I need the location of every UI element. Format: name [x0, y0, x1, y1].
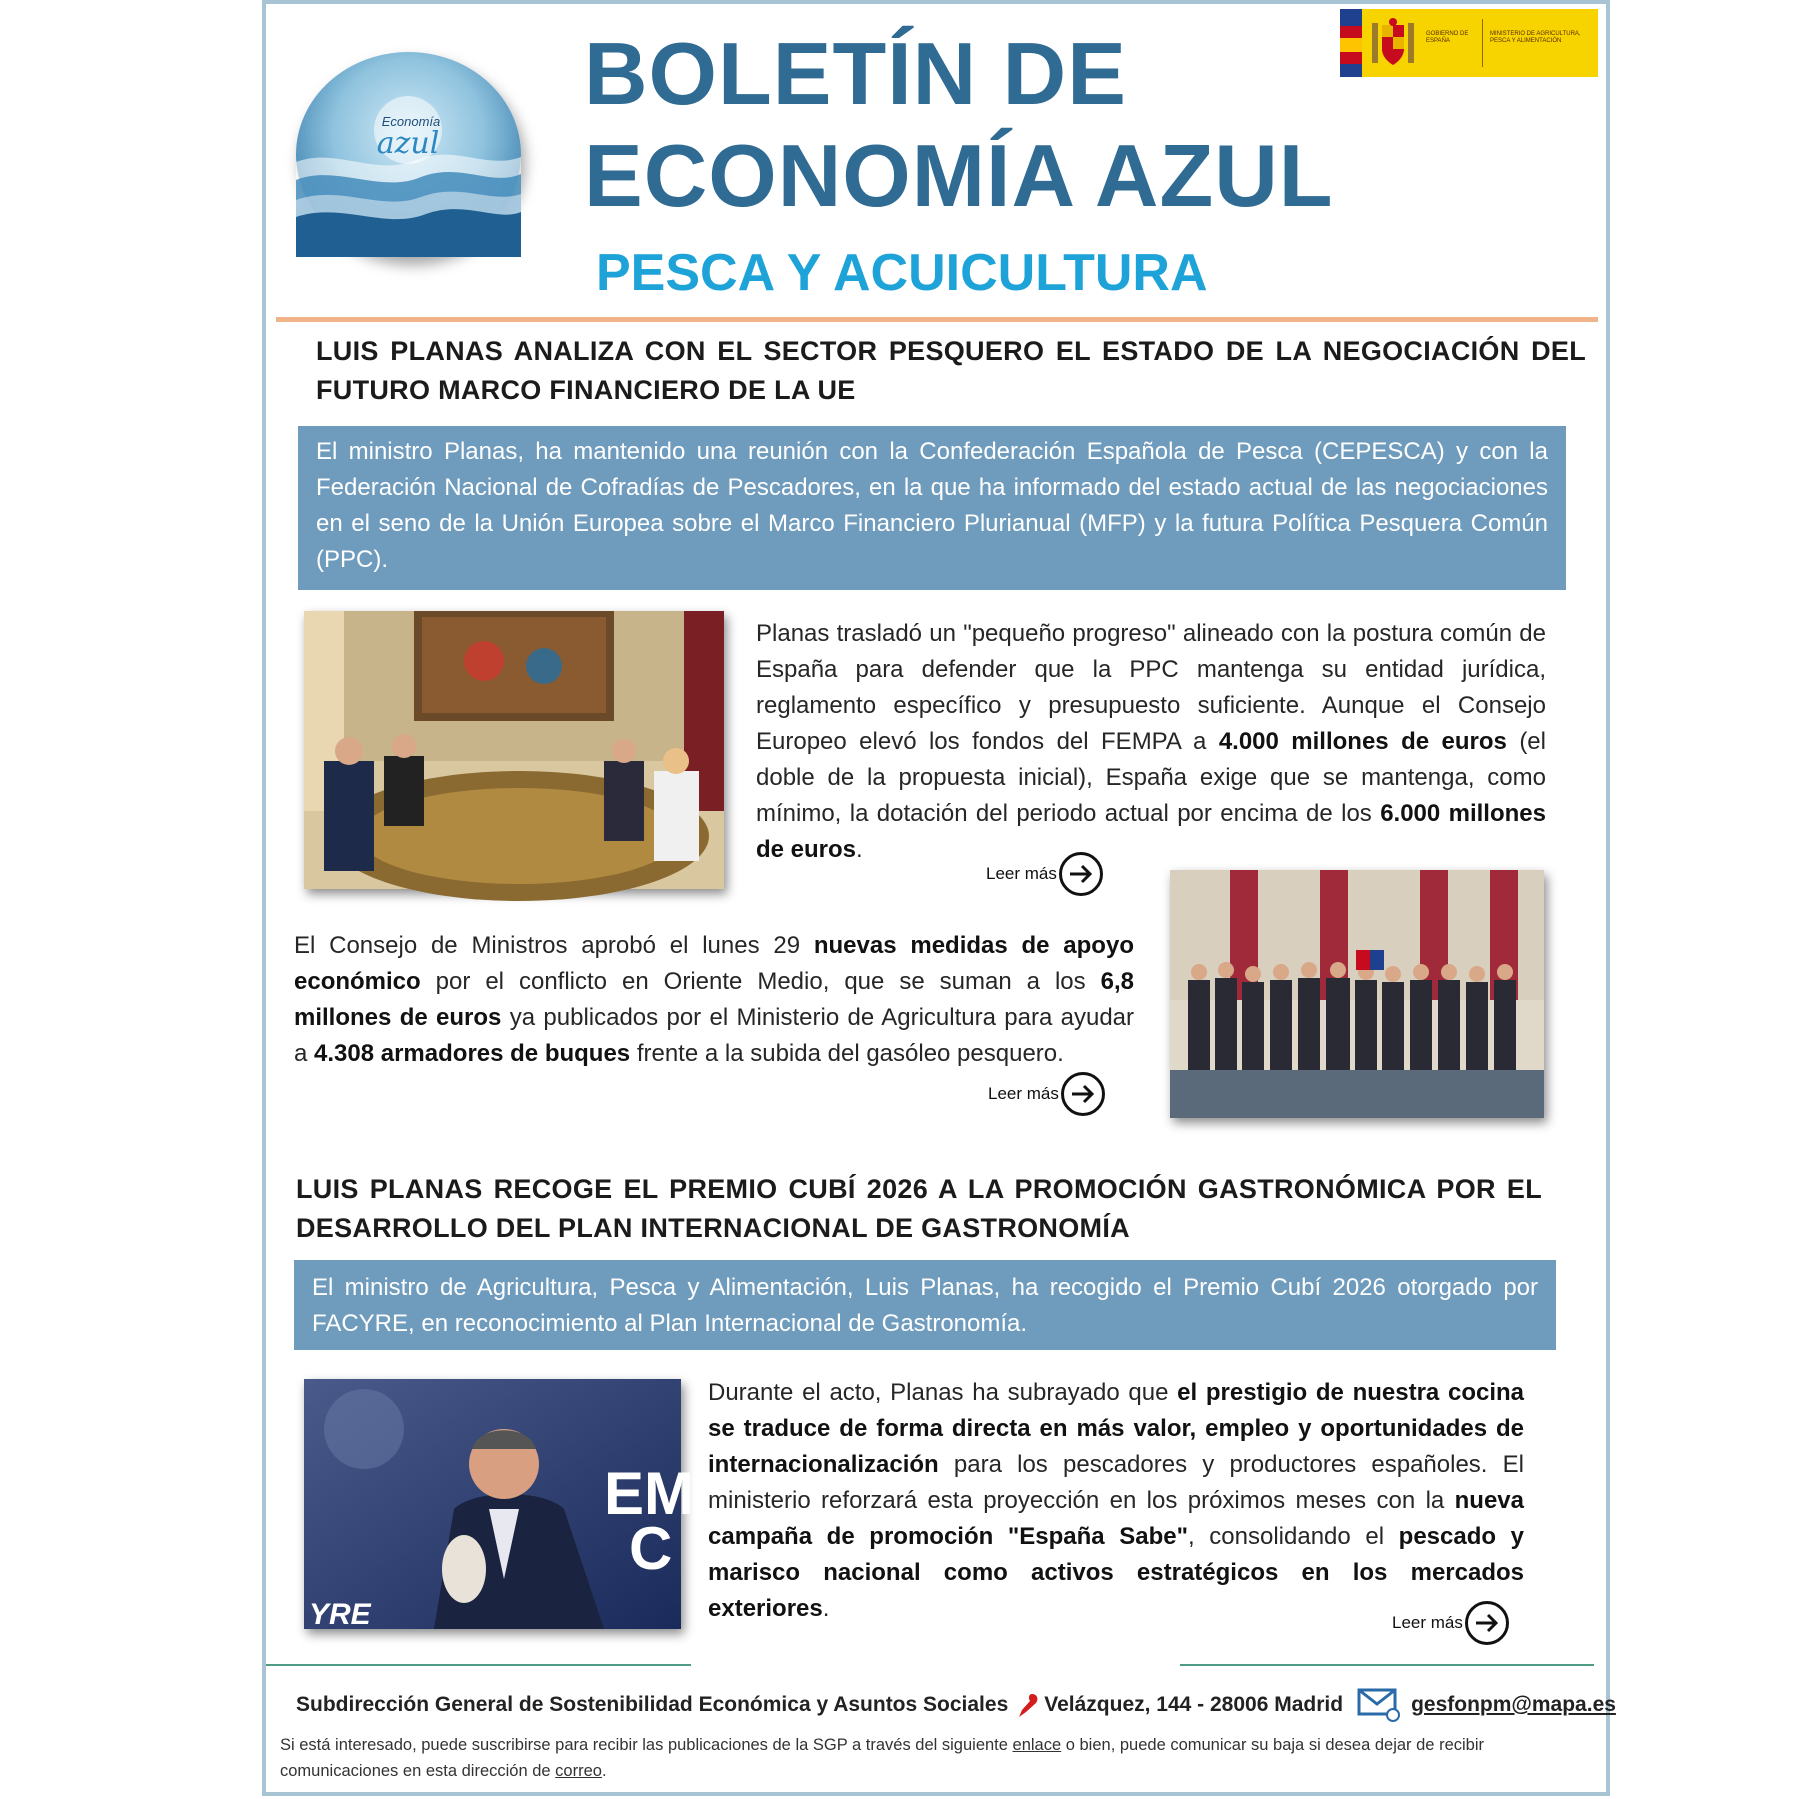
photo-banner-text-2: C: [629, 1515, 673, 1582]
read-more-link-3[interactable]: [1392, 1601, 1509, 1645]
subscribe-link[interactable]: enlace: [1012, 1736, 1062, 1754]
footer-email-link[interactable]: gesfonpm@mapa.es: [1411, 1693, 1616, 1716]
government-logo: [1340, 9, 1598, 77]
gov-divider: [1482, 19, 1483, 67]
gov-text-right: MINISTERIO DE AGRICULTURA, PESCA Y ALIMENTACIÓN: [1490, 31, 1581, 44]
footer-subscription-note: Si está interesado, puede suscribirse para recibir las publicaciones de la SGP a través del siguiente enlace o bien, puede comunicar su baja si desea dejar de recibir comunicaciones en esta dirección de correo.: [280, 1736, 1484, 1780]
read-more-link-1[interactable]: [986, 852, 1103, 896]
footer-organization: Subdirección General de Sostenibilidad Económica y Asuntos Sociales: [296, 1693, 1009, 1716]
newsletter-page: [262, 0, 1616, 1796]
article1-photo-group: [1170, 870, 1544, 1118]
meeting-room-image: [304, 611, 724, 889]
photo-banner-text: EM: [604, 1460, 694, 1527]
article2-photo-award: [304, 1379, 694, 1631]
header-divider: [276, 317, 1598, 322]
article1-photo-meeting: [304, 611, 724, 889]
read-more-label[interactable]: Leer más: [986, 864, 1057, 883]
footer-address: Velázquez, 144 - 28006 Madrid: [1044, 1693, 1344, 1716]
footer-contact: [296, 1687, 1616, 1723]
read-more-label[interactable]: Leer más: [988, 1084, 1059, 1103]
arrow-right-icon[interactable]: [1465, 1601, 1509, 1645]
award-photo-image: [304, 1379, 694, 1631]
article1-paragraph-1: Planas trasladó un "pequeño progreso" alineado con la postura común de España para defender que la PPC mantenga su entidad jurídica, reglamento específico y presupuesto suficiente. Aunque el Consejo Europeo elevó los fondos del FEMPA a 4.000 millones de euros (el doble de la propuesta inicial), España exige que se mantenga, como mínimo, la dotación del periodo actual por encima de los 6.000 millones de euros.: [756, 620, 1546, 863]
article2-summary: El ministro de Agricultura, Pesca y Alimentación, Luis Planas, ha recogido el Premio Cubí 2026 otorgado por FACYRE, en reconocimiento al Plan Internacional de Gastronomía.: [294, 1260, 1556, 1350]
logo-text-top: Economía: [381, 114, 441, 129]
spain-flag-icon: [1340, 9, 1362, 77]
economia-azul-logo: [296, 52, 521, 257]
subtitle: PESCA Y ACUICULTURA: [596, 244, 1208, 302]
gov-text-left: GOBIERNO DE ESPAÑA: [1426, 31, 1469, 44]
logo-text-bottom: azul: [376, 126, 440, 161]
article2-headline: LUIS PLANAS RECOGE EL PREMIO CUBÍ 2026 A LA PROMOCIÓN GASTRONÓMICA POR EL DESARROLLO DEL PLAN INTERNACIONAL DE GASTRONOMÍA: [296, 1174, 1542, 1243]
footer-divider-right: [1180, 1664, 1594, 1666]
email-icon: [1357, 1687, 1403, 1723]
read-more-link-2[interactable]: [988, 1072, 1105, 1116]
title-line-2: ECONOMÍA AZUL: [584, 126, 1334, 225]
photo-logo-text: YRE: [309, 1598, 371, 1631]
article2-paragraph: Durante el acto, Planas ha subrayado que el prestigio de nuestra cocina se traduce de forma directa en más valor, empleo y oportunidades de internacionalización para los pescadores y productores españoles. El ministerio reforzará esta proyección en los próximos meses con la nueva campaña de promoción "España Sabe", consolidando el pescado y marisco nacional como activos estratégicos en los mercados exteriores.: [708, 1379, 1525, 1622]
read-more-label[interactable]: Leer más: [1392, 1613, 1463, 1632]
footer-divider-left: [266, 1664, 691, 1666]
title-line-1: BOLETÍN DE: [584, 24, 1127, 123]
arrow-right-icon[interactable]: [1061, 1072, 1105, 1116]
unsubscribe-email-link[interactable]: correo: [555, 1762, 602, 1780]
coat-of-arms-icon: [1370, 17, 1416, 69]
group-photo-image: [1170, 870, 1544, 1118]
article1-headline: LUIS PLANAS ANALIZA CON EL SECTOR PESQUERO EL ESTADO DE LA NEGOCIACIÓN DEL FUTURO MARCO FINANCIERO DE LA UE: [316, 336, 1586, 405]
arrow-right-icon[interactable]: [1059, 852, 1103, 896]
article1-summary: El ministro Planas, ha mantenido una reunión con la Confederación Española de Pesca (CEPESCA) y con la Federación Nacional de Cofradías de Pescadores, en la que ha informado del estado actual de las negociaciones en el seno de la Unión Europea sobre el Marco Financiero Plurianual (MFP) y la futura Política Pesquera Común (PPC).: [298, 426, 1566, 590]
article1-paragraph-2: El Consejo de Ministros aprobó el lunes 29 nuevas medidas de apoyo económico por el conflicto en Oriente Medio, que se suman a los 6,8 millones de euros ya publicados por el Ministerio de Agricultura para ayudar a 4.308 armadores de buques frente a la subida del gasóleo pesquero.: [294, 932, 1135, 1067]
location-pin-icon: [1016, 1692, 1040, 1718]
